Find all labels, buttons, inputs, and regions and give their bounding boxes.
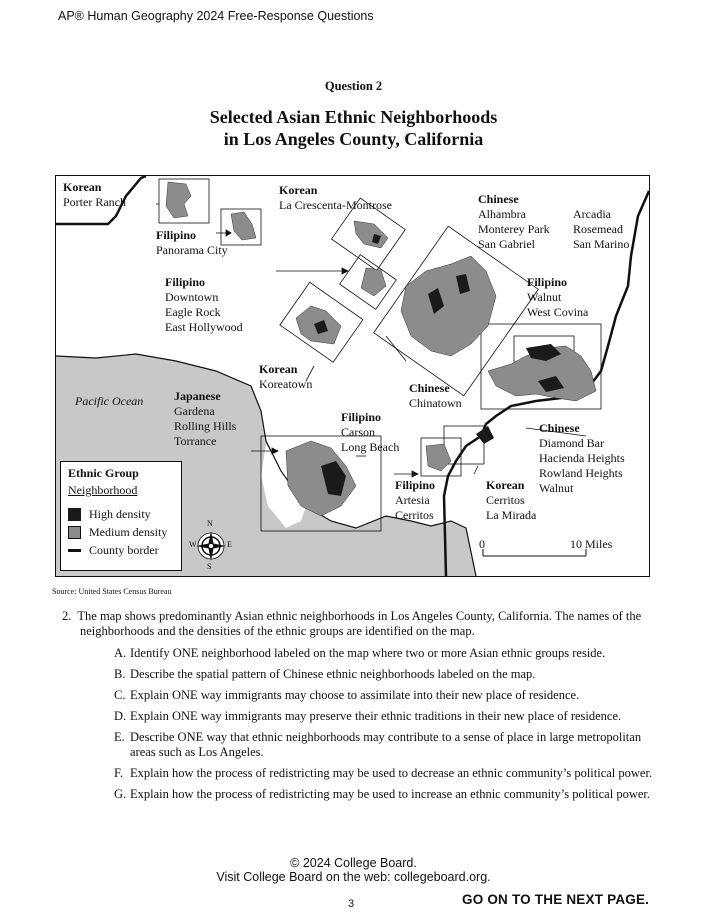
label-chinese-sgv: Chinese Alhambra Monterey Park San Gabriel bbox=[478, 192, 550, 251]
label-korean-porter-ranch: Korean Porter Ranch bbox=[63, 180, 126, 209]
part-e: E. Describe ONE way that ethnic neighborhoods may contribute to a sense of place in large metropolitan areas such as Los Angeles. bbox=[114, 730, 642, 759]
question-intro-text: The map shows predominantly Asian ethnic neighborhoods in Los Angeles County, California. The names of the neighborhoods and the densities of the ethnic groups are identified on the map. bbox=[77, 609, 642, 638]
legend-high-label: High density bbox=[89, 507, 151, 521]
part-f: F. Explain how the process of redistricting may be used to decrease an ethnic community’s political power. bbox=[114, 766, 653, 780]
page-header: AP® Human Geography 2024 Free-Response Questions bbox=[58, 9, 374, 23]
label-korean-crescenta: Korean La Crescenta-Montrose bbox=[279, 183, 392, 212]
footer-copyright: © 2024 College Board. bbox=[290, 856, 417, 870]
compass-e: E bbox=[227, 540, 232, 549]
map-title-line2: in Los Angeles County, California bbox=[223, 129, 484, 149]
label-korean-koreatown: Korean Koreatown bbox=[259, 362, 313, 391]
next-page-note: GO ON TO THE NEXT PAGE. bbox=[462, 892, 650, 907]
part-c: C. Explain ONE way immigrants may choose to assimilate into their new place of residence. bbox=[114, 688, 580, 702]
legend-border-label: County border bbox=[89, 543, 159, 557]
compass-w: W bbox=[189, 540, 197, 549]
label-filipino-walnut: Filipino Walnut West Covina bbox=[527, 275, 589, 319]
source-note: Source: United States Census Bureau bbox=[52, 587, 172, 596]
footer bbox=[0, 856, 707, 884]
ocean-label: Pacific Ocean bbox=[75, 394, 144, 408]
label-chinese-sgv-col2: Arcadia Rosemead San Marino bbox=[573, 207, 630, 251]
label-chinese-diamond-bar: Chinese Diamond Bar Hacienda Heights Rowland Heights Walnut bbox=[539, 421, 625, 495]
map-title bbox=[0, 106, 707, 150]
question-number: Question 2 bbox=[324, 79, 383, 93]
label-filipino-artesia: Filipino Artesia Cerritos bbox=[395, 478, 436, 522]
map-figure bbox=[55, 175, 650, 577]
compass-s: S bbox=[207, 562, 212, 571]
page-number: 3 bbox=[348, 898, 355, 910]
map-legend bbox=[60, 461, 182, 571]
scale-start: 0 bbox=[479, 537, 485, 551]
part-g: G. Explain how the process of redistricting may be used to increase an ethnic community’s political power. bbox=[114, 787, 651, 801]
label-korean-cerritos: Korean Cerritos La Mirada bbox=[486, 478, 537, 522]
label-japanese-gardena: Japanese Gardena Rolling Hills Torrance bbox=[174, 389, 237, 448]
map-title-line1: Selected Asian Ethnic Neighborhoods bbox=[209, 107, 498, 127]
label-filipino-panorama: Filipino Panorama City bbox=[156, 228, 228, 257]
legend-medium-label: Medium density bbox=[89, 525, 168, 539]
label-filipino-carson: Filipino Carson Long Beach bbox=[341, 410, 400, 454]
part-b: B. Describe the spatial pattern of Chinese ethnic neighborhoods labeled on the map. bbox=[114, 667, 536, 681]
question-block bbox=[62, 609, 662, 808]
part-d: D. Explain ONE way immigrants may preserve their ethnic traditions in their new place of residence. bbox=[114, 709, 622, 723]
label-filipino-downtown: Filipino Downtown Eagle Rock East Hollywood bbox=[165, 275, 243, 334]
label-chinese-chinatown: Chinese Chinatown bbox=[409, 381, 462, 410]
legend-medium-swatch bbox=[68, 526, 81, 539]
part-a: A. Identify ONE neighborhood labeled on the map where two or more Asian ethnic groups reside. bbox=[114, 646, 606, 660]
legend-title: Ethnic Group bbox=[68, 466, 139, 480]
question-number-label: 2. bbox=[62, 609, 72, 623]
question-intro bbox=[62, 609, 662, 639]
scale-end: 10 Miles bbox=[570, 537, 613, 551]
footer-visit: Visit College Board on the web: collegeboard.org. bbox=[216, 870, 491, 884]
legend-subtitle: Neighborhood bbox=[68, 483, 138, 497]
compass-n: N bbox=[207, 519, 213, 528]
legend-high-swatch bbox=[68, 508, 81, 521]
legend-border-swatch bbox=[68, 549, 81, 552]
